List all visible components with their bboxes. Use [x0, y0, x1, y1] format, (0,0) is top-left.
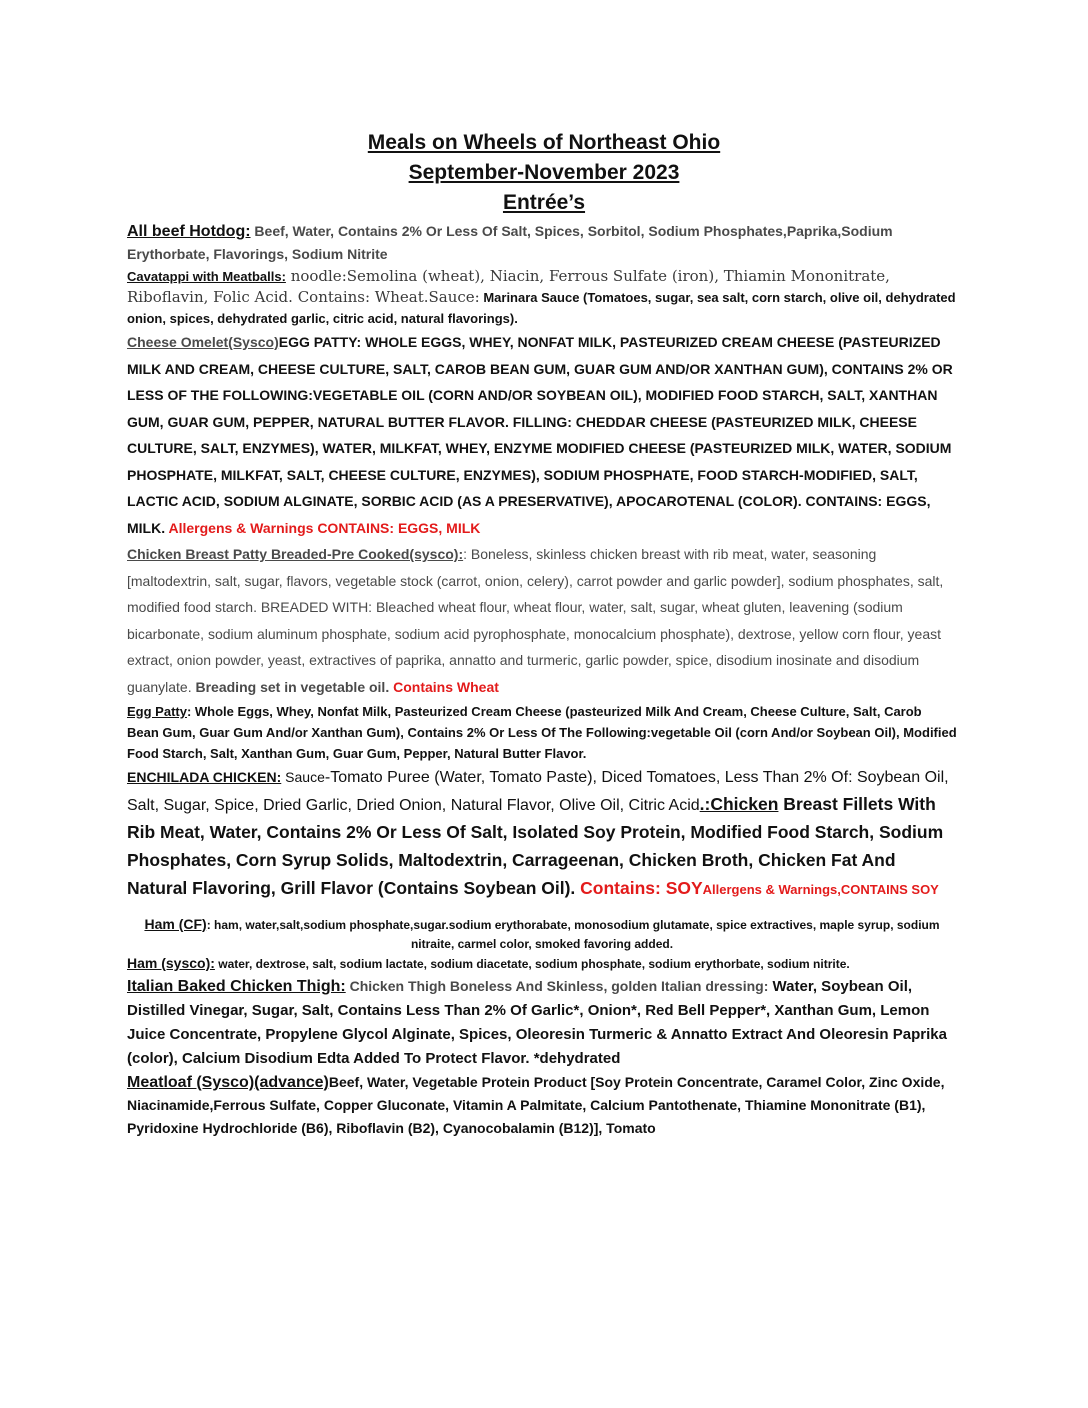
entry-ingredients: EGG PATTY: WHOLE EGGS, WHEY, NONFAT MILK, PASTEURIZED CREAM CHEESE (PASTEURIZED MILK AND CREAM, CHEESE CULTURE, SALT, CAROB BEAN GUM, GUAR GUM AND/OR XANTHAN GUM), CONTAINS 2% OR LESS OF THE FOLLOWING:VEGETABLE OIL (CORN AND/OR SOYBEAN OIL), MODIFIED FOOD STARCH, SALT, XANTHAN GUM, GUAR GUM, PEPPER, NATURAL BUTTER FLAVOR. FILLING: CHEDDAR CHEESE (PASTEURIZED MILK, CHEESE CULTURE, SALT, ENZYMES), WATER, MILKFAT, WHEY, ENZYME MODIFIED CHEESE (PASTEURIZED MILK, WATER, SODIUM PHOSPHATE, MILKFAT, SALT, CHEESE CULTURE, ENZYMES), SODIUM PHOSPHATE, FOOD STARCH-MODIFIED, SALT, LACTIC ACID, SODIUM ALGINATE, SORBIC ACID (AS A PRESERVATIVE), APOCAROTENAL (COLOR). CONTAINS: EGGS, MILK. [127, 334, 953, 536]
allergen-warning-small: Allergens & Warnings,CONTAINS SOY [702, 881, 939, 897]
entry-enchilada-chicken [127, 764, 957, 903]
allergen-warning: Allergens & Warnings CONTAINS: EGGS, MILK [165, 519, 481, 536]
entry-label: Ham (CF) [144, 915, 207, 932]
entry-sauce-ingredients: -Tomato Puree (Water, Tomato Paste), Diced Tomatoes, Less Than 2% Of: Soybean Oil, Salt, Sugar, Spice, Dried Garlic, Dried Onion, Natural Flavor, Olive Oil, Citric Acid [127, 768, 949, 814]
entry-ham-cf [127, 915, 957, 954]
entry-hotdog [127, 220, 957, 266]
entry-ingredients: Beef, Water, Contains 2% Or Less Of Salt, Spices, Sorbitol, Sodium Phosphates,Paprika,Sodium Erythorbate, Flavorings, Sodium Nitrite [127, 223, 893, 262]
breading-note: Breading set in vegetable oil. [191, 678, 390, 695]
entry-meatloaf [127, 1071, 957, 1140]
entry-sauce-ingredients: Marinara Sauce (Tomatoes, sugar, sea salt, corn starch, olive oil, dehydrated onion, spices, dehydrated garlic, citric acid, natural flavorings). [127, 290, 956, 326]
entry-chicken-ingredients: Breast Fillets With Rib Meat, Water, Contains 2% Or Less Of Salt, Isolated Soy Protein, Modified Food Starch, Sodium Phosphates, Corn Syrup Solids, Maltodextrin, Carrageenan, Chicken Broth, Chicken Fat And Natural Flavoring, Grill Flavor (Contains Soybean Oil). [127, 793, 944, 898]
entry-label: Ham (sysco): [127, 954, 215, 971]
entry-label: Chicken Breast Patty Breaded-Pre Cooked(sysco): [127, 546, 464, 562]
allergen-warning: Contains Wheat [389, 678, 499, 695]
entry-cavatappi [127, 266, 957, 329]
entry-ham-sysco [127, 954, 957, 974]
entry-egg-patty [127, 701, 957, 764]
entry-label: Italian Baked Chicken Thigh: [127, 977, 346, 995]
document-header [0, 128, 1088, 218]
entry-ingredients: : Whole Eggs, Whey, Nonfat Milk, Pasteurized Cream Cheese (pasteurized Milk And Cream, Cheese Culture, Salt, Carob Bean Gum, Guar Gum And/or Xanthan Gum), Contains 2% Or Less Of The Following:vegetable Oil (corn And/or Soybean Oil), Modified Food Starch, Salt, Xanthan Gum, Guar Gum, Pepper, Natural Butter Flavor. [127, 703, 957, 761]
entry-noodle-ingredients: noodle:Semolina (wheat), Niacin, Ferrous Sulfate (iron), Thiamin Mononitrate, Riboflavin, Folic Acid. Contains: Wheat.Sauce: [127, 267, 890, 306]
entry-label: Cheese Omelet(Sysco) [127, 334, 279, 350]
entry-ingredients: : Boneless, skinless chicken breast with rib meat, water, seasoning [maltodextrin, salt, sugar, flavors, vegetable stock (carrot, onion, celery), carrot powder and garlic powder], sodium phosphates, salt, modified food starch. BREADED WITH: Bleached wheat flour, wheat flour, water, salt, sugar, wheat gluten, leavening (sodium bicarbonate, sodium aluminum phosphate, sodium acid pyrophosphate, monocalcium phosphate), dextrose, yellow corn flour, yeast extract, onion powder, yeast, extractives of paprika, annatto and turmeric, garlic powder, spice, disodium inosinate and disodium guanylate. [127, 546, 944, 695]
entree-list [127, 220, 957, 1140]
entry-italian-chicken-thigh [127, 974, 957, 1071]
entry-lead: Chicken Thigh Boneless And Skinless, golden Italian dressing: [345, 977, 769, 994]
entry-chicken-patty [127, 541, 957, 701]
section-title: Entrée’s [502, 191, 586, 214]
entry-label: Cavatappi with Meatballs: [127, 269, 286, 284]
entry-label: ENCHILADA CHICKEN: [127, 768, 282, 785]
entry-ingredients: water, dextrose, salt, sodium lactate, sodium diacetate, sodium phosphate, sodium erythorbate, sodium nitrite. [214, 956, 850, 971]
sauce-word: Sauce [281, 768, 325, 785]
allergen-warning: Contains: SOY [575, 877, 703, 898]
org-title: Meals on Wheels of Northeast Ohio [367, 131, 721, 154]
period-title: September-November 2023 [408, 161, 680, 184]
entry-label: All beef Hotdog: [127, 223, 251, 240]
entry-ingredients: Beef, Water, Vegetable Protein Product [Soy Protein Concentrate, Caramel Color, Zinc Oxide, Niacinamide,Ferrous Sulfate, Copper Gluconate, Vitamin A Palmitate, Calcium Pantothenate, Thiamine Mononitrate (B1), Pyridoxine Hydrochloride (B6), Riboflavin (B2), Cyanocobalamin (B12)], Tomato [127, 1073, 945, 1136]
chicken-label: .:Chicken [699, 793, 779, 814]
entry-ingredients: : ham, water,salt,sodium phosphate,sugar.sodium erythorabate, monosodium glutamate, spice extractives, maple syrup, sodium nitraite, carmel color, smoked favoring added. [206, 917, 940, 951]
entry-label: Meatloaf (Sysco)(advance) [127, 1073, 329, 1091]
entry-cheese-omelet [127, 329, 957, 541]
entry-label: Egg Patty [127, 703, 187, 719]
entry-ingredients: Water, Soybean Oil, Distilled Vinegar, Sugar, Salt, Contains Less Than 2% Of Garlic*, Onion*, Red Bell Pepper*, Xanthan Gum, Lemon Juice Concentrate, Propylene Glycol Alginate, Spices, Oleoresin Turmeric & Annatto Extract And Oleoresin Paprika (color), Calcium Disodium Edta Added To Protect Flavor. *dehydrated [127, 977, 947, 1067]
